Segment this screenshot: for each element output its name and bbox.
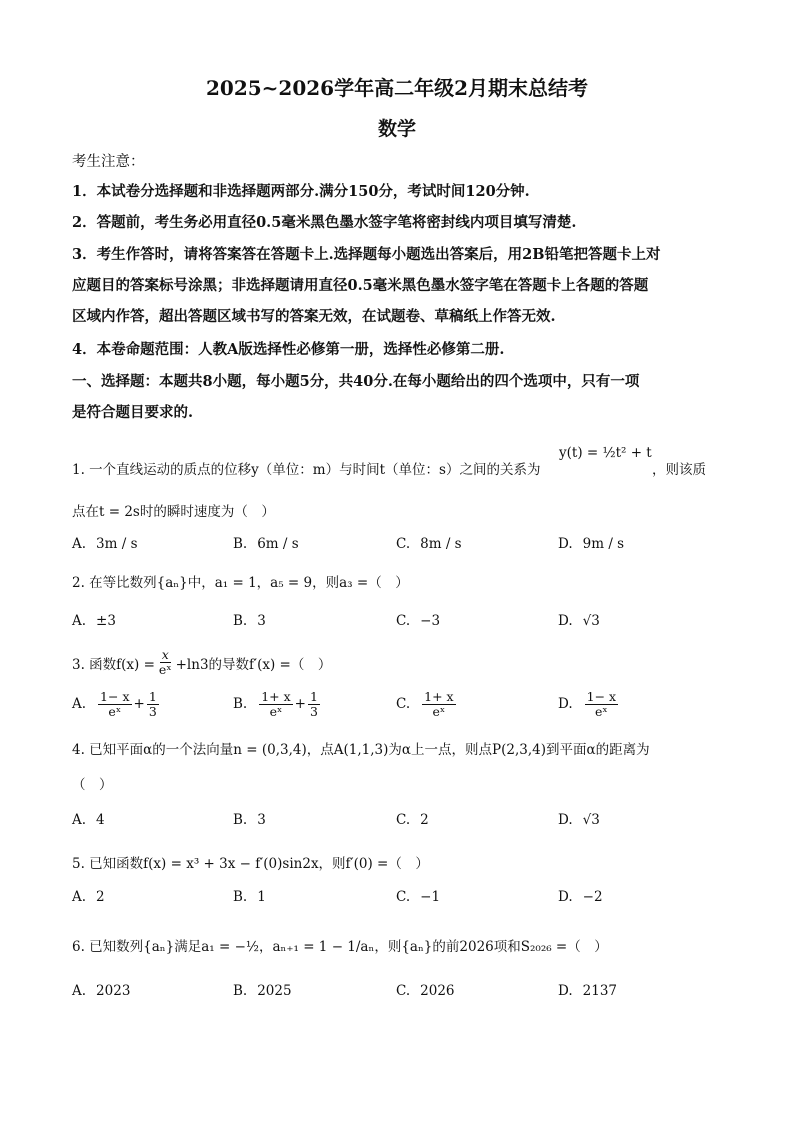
question-3-option-c[interactable]: C. $\frac{1+ x}{\text{eˣ}}$	[396, 688, 454, 719]
question-6-option-c[interactable]: C. 2026	[396, 983, 455, 999]
question-4-option-b[interactable]: B. 3	[233, 812, 266, 828]
note-line-5: 区域内作答，超出答题区域书写的答案无效，在试题卷、草稿纸上作答无效.	[72, 308, 556, 325]
question-2-stem: 2. 在等比数列{aₙ}中，a₁ = 1，a₅ = 9，则a₃ =（ ）	[72, 575, 409, 591]
question-1-option-a[interactable]: A. 3m / s	[72, 536, 138, 552]
question-4-option-c[interactable]: C. 2	[396, 812, 429, 828]
section-heading-line-2: 是符合题目要求的.	[72, 404, 194, 421]
question-3-option-d[interactable]: D. $\frac{1- x}{\text{eˣ}}$	[558, 688, 617, 719]
question-4-options	[72, 803, 752, 837]
question-1-stem-a: 1. 一个直线运动的质点的位移y（单位：m）与时间t（单位：s）之间的关系为	[72, 462, 541, 478]
question-2-option-b[interactable]: B. 3	[233, 613, 266, 629]
subject-title: 数学	[377, 118, 416, 140]
question-5-option-d[interactable]: D. −2	[558, 889, 603, 905]
question-1-options	[72, 527, 752, 561]
question-1-formula: y(t) = ½t² + t	[559, 445, 652, 461]
question-6-option-d[interactable]: D. 2137	[558, 983, 617, 999]
question-3-stem: 3. 函数f(x) = $\frac{x}{\text{eˣ}}$ +ln3的导数f′(x) =（ ）	[72, 647, 332, 677]
question-6-options	[72, 974, 752, 1008]
question-2-option-d[interactable]: D. √3	[558, 613, 600, 629]
question-4-stem-b: （ ）	[72, 777, 113, 793]
note-line-3: 3．考生作答时，请将答案答在答题卡上.选择题每小题选出答案后，用2B铅笔把答题卡上对	[72, 246, 661, 263]
question-2-option-a[interactable]: A. ±3	[72, 613, 116, 629]
question-4-stem: 4. 已知平面α的一个法向量n = (0,3,4)，点A(1,1,3)为α上一点，则点P(2,3,4)到平面α的距离为	[72, 742, 650, 758]
question-5-stem: 5. 已知函数f(x) = x³ + 3x − f′(0)sin2x，则f′(0) =（ ）	[72, 856, 429, 872]
question-6-option-a[interactable]: A. 2023	[72, 983, 131, 999]
question-1-option-d[interactable]: D. 9m / s	[558, 536, 625, 552]
question-5-option-b[interactable]: B. 1	[233, 889, 266, 905]
question-5-options	[72, 880, 752, 914]
question-1-option-c[interactable]: C. 8m / s	[396, 536, 462, 552]
section-heading-line-1: 一、选择题：本题共8小题，每小题5分，共40分.在每小题给出的四个选项中，只有一项	[72, 373, 640, 390]
question-3-option-b[interactable]: B. $\frac{1+ x}{\text{eˣ}}$ + $\frac{1}{3}$	[233, 688, 318, 719]
question-2-option-c[interactable]: C. −3	[396, 613, 441, 629]
question-1-stem-c: 点在t = 2s时的瞬时速度为（ ）	[72, 504, 275, 520]
question-1-stem-b: ，则该质	[652, 462, 706, 478]
question-5-option-a[interactable]: A. 2	[72, 889, 105, 905]
question-4-option-a[interactable]: A. 4	[72, 812, 105, 828]
note-line-2: 2．答题前，考生务必用直径0.5毫米黑色墨水签字笔将密封线内项目填写清楚.	[72, 214, 577, 231]
question-3-options	[72, 687, 752, 721]
exam-title: 2025~2026学年高二年级2月期末总结考	[205, 76, 588, 100]
note-line-6: 4．本卷命题范围：人教A版选择性必修第一册，选择性必修第二册.	[72, 341, 505, 358]
question-3-option-a[interactable]: A. $\frac{1- x}{\text{eˣ}}$ + $\frac{1}{3}$	[72, 688, 157, 719]
question-1-option-b[interactable]: B. 6m / s	[233, 536, 299, 552]
question-6-stem: 6. 已知数列{aₙ}满足a₁ = −½，aₙ₊₁ = 1 − 1/aₙ，则{aₙ}的前2026项和S₂₀₂₆ =（ ）	[72, 939, 608, 955]
question-3-fraction: $\frac{x}{\text{eˣ}}$	[158, 647, 172, 677]
question-4-option-d[interactable]: D. √3	[558, 812, 600, 828]
question-6-option-b[interactable]: B. 2025	[233, 983, 292, 999]
note-line-1: 1．本试卷分选择题和非选择题两部分.满分150分，考试时间120分钟.	[72, 183, 530, 200]
note-line-4: 应题目的答案标号涂黑；非选择题请用直径0.5毫米黑色墨水签字笔在答题卡上各题的答题	[72, 277, 649, 294]
question-5-option-c[interactable]: C. −1	[396, 889, 441, 905]
question-2-options	[72, 604, 752, 638]
notes-heading: 考生注意：	[72, 154, 145, 170]
